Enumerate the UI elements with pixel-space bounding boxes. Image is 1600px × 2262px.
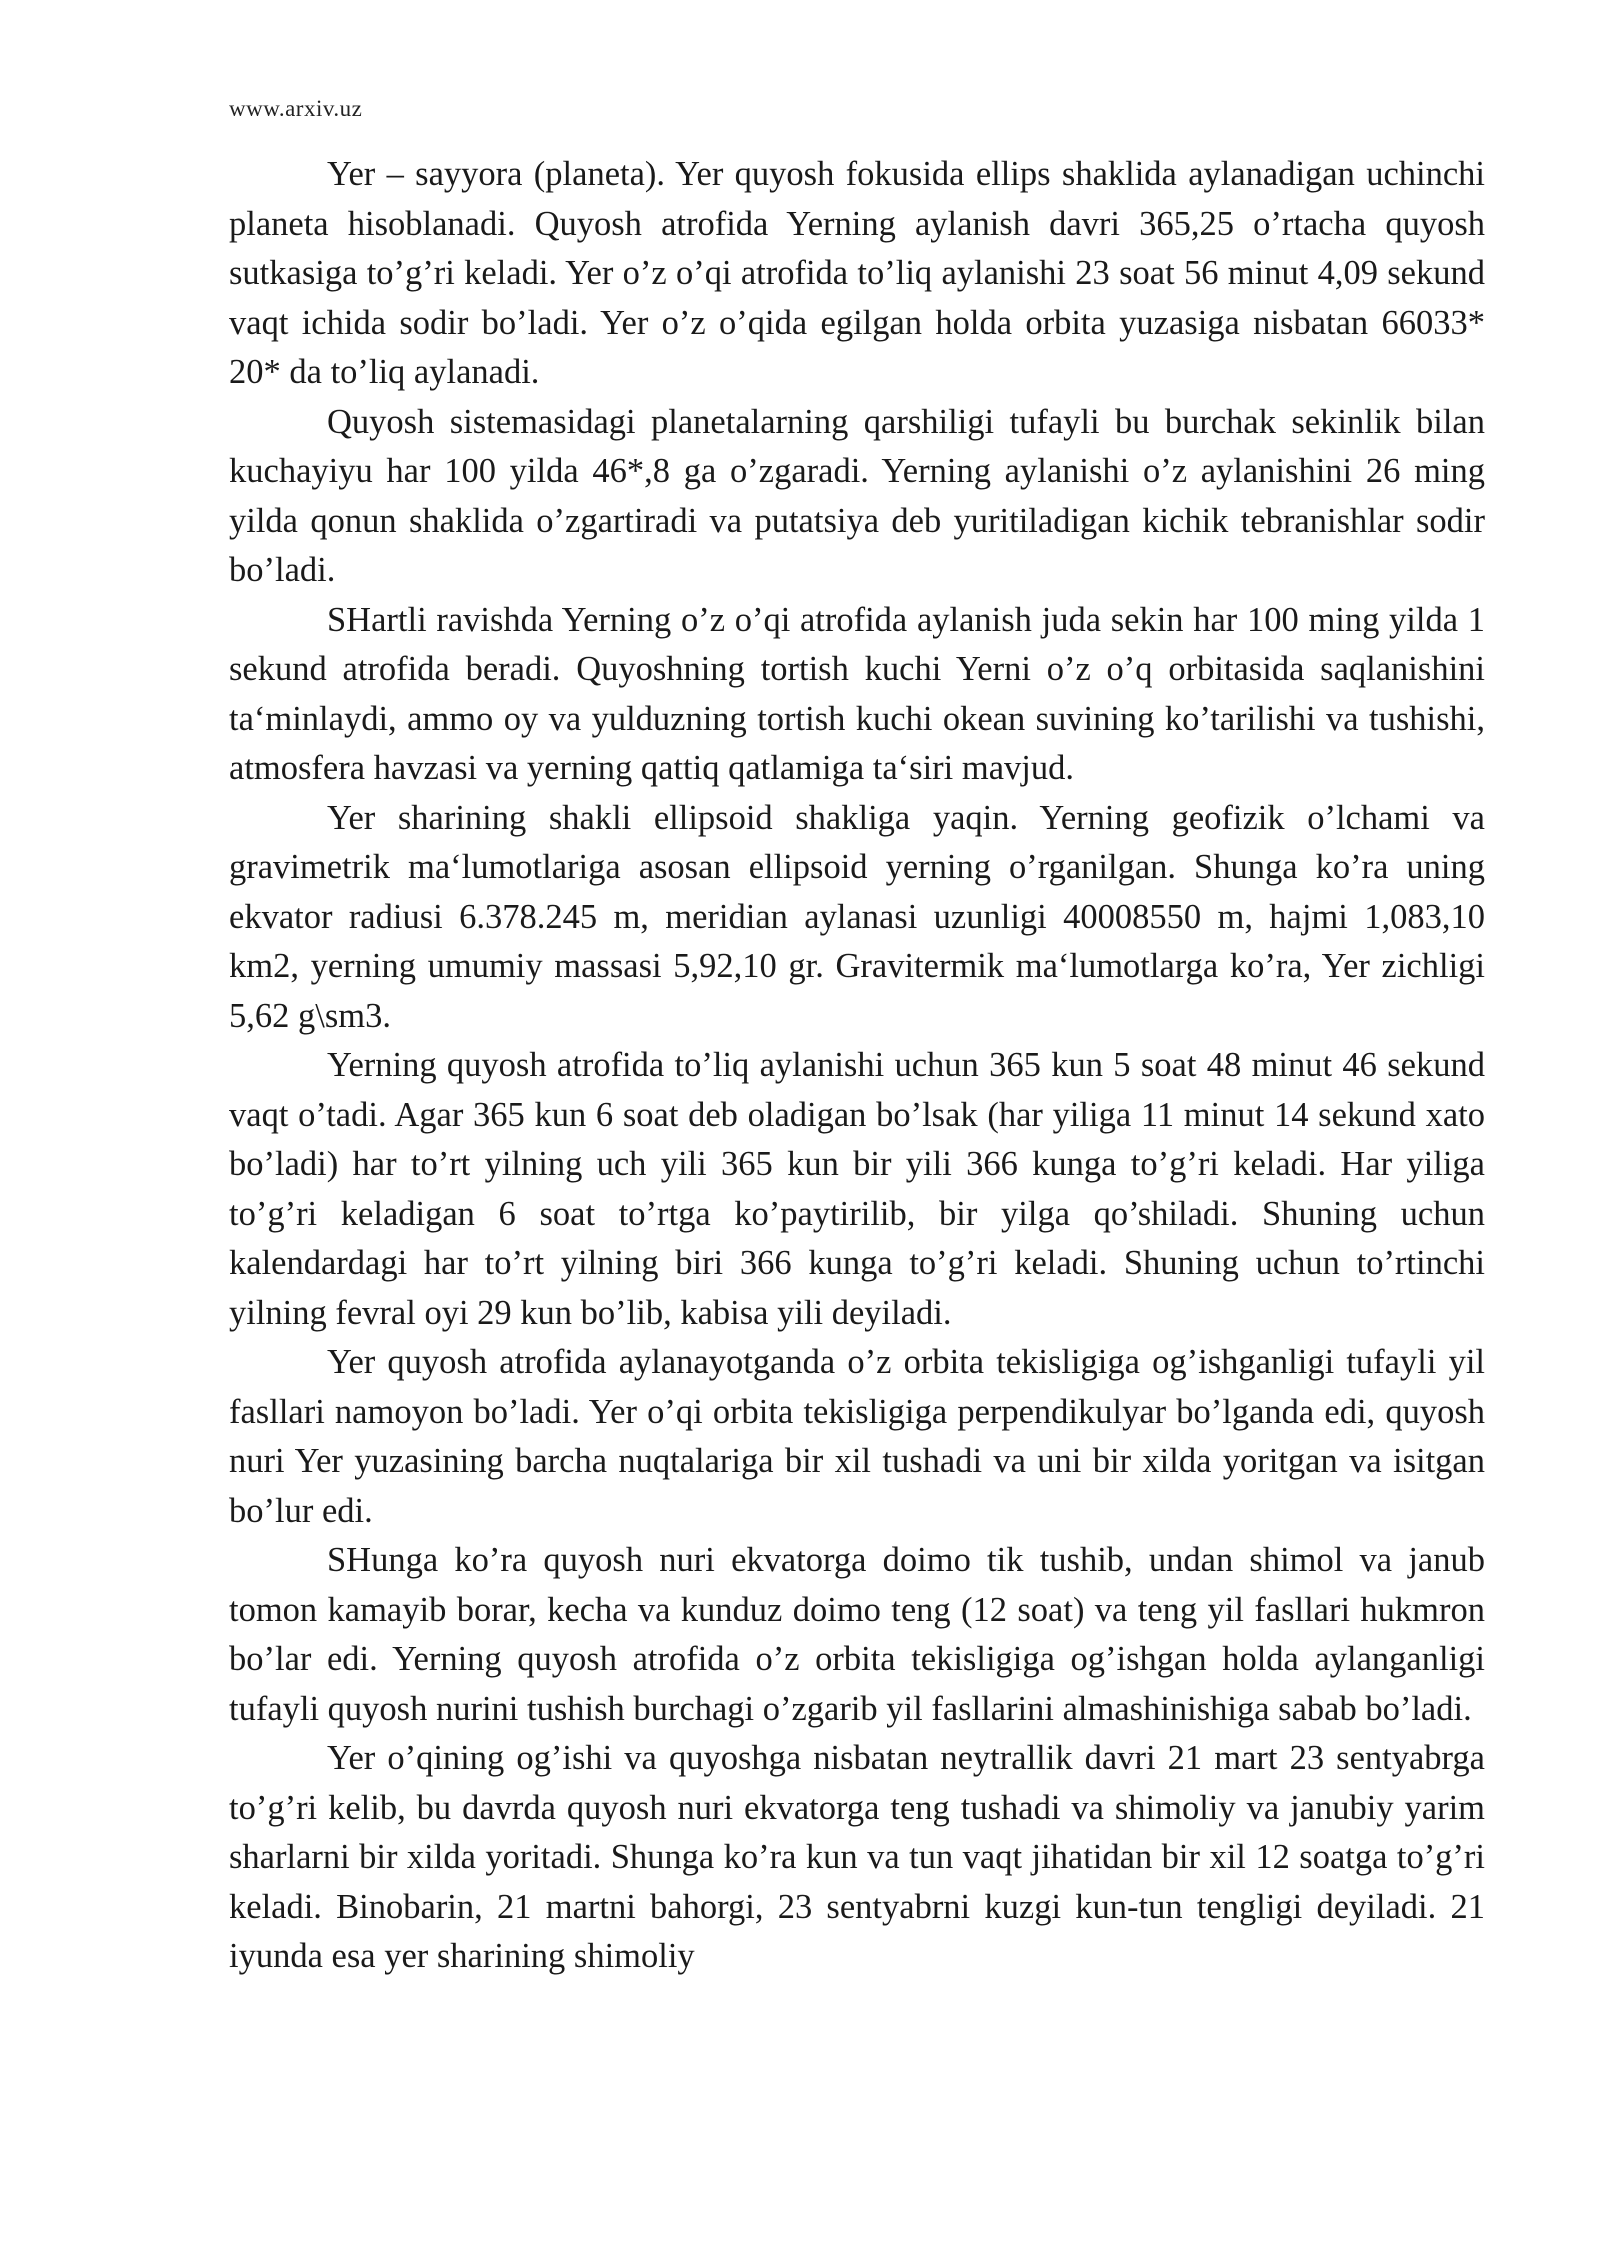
paragraph: Yer sharining shakli ellipsoid shakliga yaqin. Yerning geofizik o’lchami va gravimetrik ma‘lumotlariga asosan ellipsoid yerning o’rganilgan. Shunga ko’ra uning ekvator radiusi 6.378.245 m, meridian aylanasi uzunligi 40008550 m, hajmi 1,083,10 km2, yerning umumiy massasi 5,92,10 gr. Gravitermik ma‘lumotlarga ko’ra, Yer zichligi 5,62 g\sm3. <box>229 798 1485 1035</box>
paragraph: Yerning quyosh atrofida to’liq aylanishi uchun 365 kun 5 soat 48 minut 46 sekund vaqt o’tadi. Agar 365 kun 6 soat deb oladigan bo’lsak (har yiliga 11 minut 14 sekund xato bo’ladi) har to’rt yilning uch yili 365 kun bir yili 366 kunga to’g’ri keladi. Har yiliga to’g’ri keladigan 6 soat to’rtga ko’paytirilib, bir yilga qo’shiladi. Shuning uchun kalendardagi har to’rt yilning biri 366 kunga to’g’ri keladi. Shuning uchun to’rtinchi yilning fevral oyi 29 kun bo’lib, kabisa yili deyiladi. <box>229 1046 1485 1332</box>
site-url: www.arxiv.uz <box>229 96 363 121</box>
document-body <box>229 150 1485 1982</box>
paragraph: SHartli ravishda Yerning o’z o’qi atrofida aylanish juda sekin har 100 ming yilda 1 sekund atrofida beradi. Quyoshning tortish kuchi Yerni o’z o’q orbitasida saqlanishini ta‘minlaydi, ammo oy va yulduzning tortish kuchi okean suvining ko’tarilishi va tushishi, atmosfera havzasi va yerning qattiq qatlamiga ta‘siri mavjud. <box>229 600 1485 787</box>
paragraph: Yer quyosh atrofida aylanayotganda o’z orbita tekisligiga og’ishganligi tufayli yil fasllari namoyon bo’ladi. Yer o’qi orbita tekisligiga perpendikulyar bo’lganda edi, quyosh nuri Yer yuzasining barcha nuqtalariga bir xil tushadi va uni bir xilda yoritgan va isitgan bo’lur edi. <box>229 1343 1485 1530</box>
paragraph: Quyosh sistemasidagi planetalarning qarshiligi tufayli bu burchak sekinlik bilan kuchayiyu har 100 yilda 46*,8 ga o’zgaradi. Yerning aylanishi o’z aylanishini 26 ming yilda qonun shaklida o’zgartiradi va putatsiya deb yuritiladigan kichik tebranishlar sodir bo’ladi. <box>229 402 1485 589</box>
paragraph: Yer – sayyora (planeta). Yer quyosh fokusida ellips shaklida aylanadigan uchinchi planeta hisoblanadi. Quyosh atrofida Yerning aylanish davri 365,25 o’rtacha quyosh sutkasiga to’g’ri keladi. Yer o’z o’qi atrofida to’liq aylanishi 23 soat 56 minut 4,09 sekund vaqt ichida sodir bo’ladi. Yer o’z o’qida egilgan holda orbita yuzasiga nisbatan 66033* 20* da to’liq aylanadi. <box>229 155 1485 391</box>
paragraph: Yer o’qining og’ishi va quyoshga nisbatan neytrallik davri 21 mart 23 sentyabrga to’g’ri kelib, bu davrda quyosh nuri ekvatorga teng tushadi va shimoliy va janubiy yarim sharlarni bir xilda yoritadi. Shunga ko’ra kun va tun vaqt jihatidan bir xil 12 soatga to’g’ri keladi. Binobarin, 21 martni bahorgi, 23 sentyabrni kuzgi kun-tun tengligi deyiladi. 21 iyunda esa yer sharining shimoliy <box>229 1739 1485 1975</box>
paragraph: SHunga ko’ra quyosh nuri ekvatorga doimo tik tushib, undan shimol va janub tomon kamayib borar, kecha va kunduz doimo teng (12 soat) va teng yil fasllari hukmron bo’lar edi. Yerning quyosh atrofida o’z orbita tekisligiga og’ishgan holda aylanganligi tufayli quyosh nurini tushish burchagi o’zgarib yil fasllarini almashinishiga sabab bo’ladi. <box>229 1541 1485 1728</box>
